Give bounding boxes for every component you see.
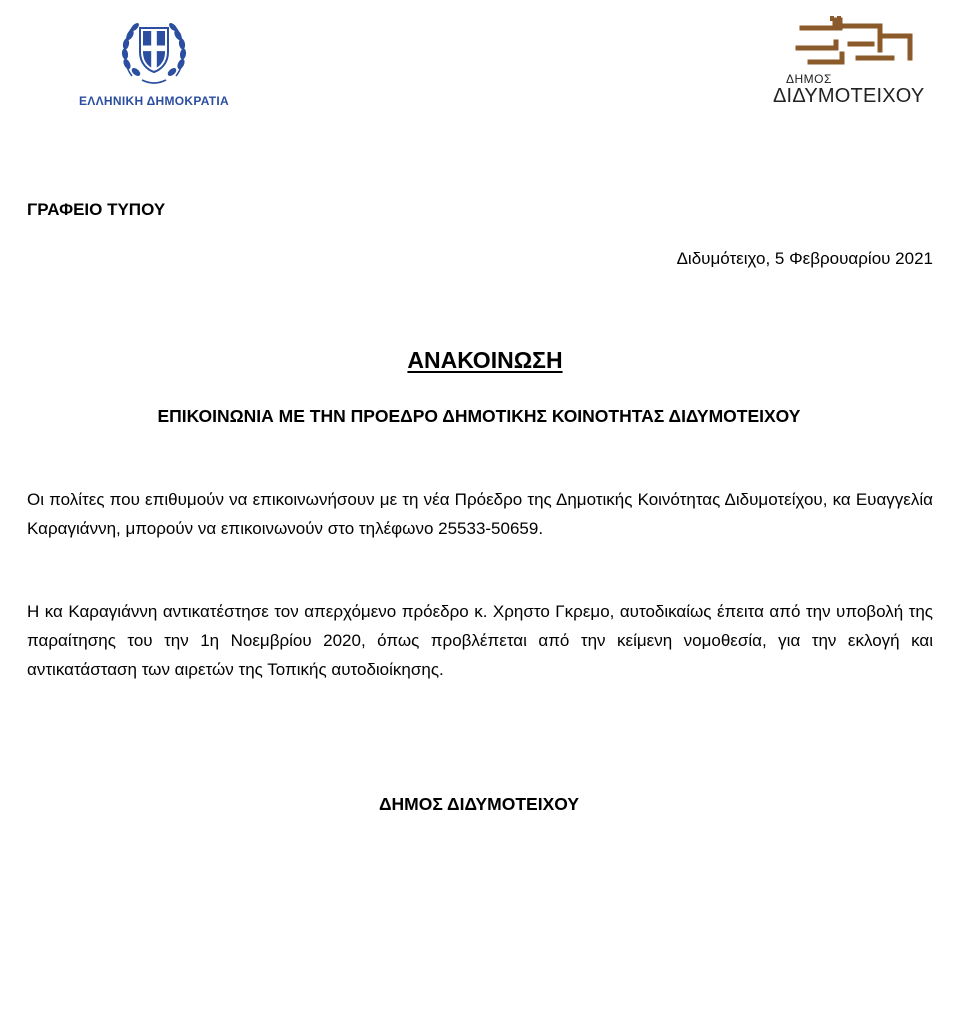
date-line: Διδυμότειχο, 5 Φεβρουαρίου 2021	[676, 249, 933, 268]
announcement-title: ΑΝΑΚΟΙΝΩΣΗ	[407, 347, 563, 373]
municipality-castle-logo-icon	[780, 14, 930, 74]
announcement-subtitle: ΕΠΙΚΟΙΝΩΝΙΑ ΜΕ ΤΗΝ ΠΡΟΕΔΡΟ ΔΗΜΟΤΙΚΗΣ ΚΟΙΝΟΤΗΤΑΣ ΔΙΔΥΜΟΤΕΙΧΟΥ	[157, 406, 801, 426]
press-office-heading: ΓΡΑΦΕΙΟ ΤΥΠΟΥ	[27, 200, 166, 219]
hellenic-republic-caption: ΕΛΛΗΝΙΚΗ ΔΗΜΟΚΡΑΤΙΑ	[79, 94, 229, 108]
signature: ΔΗΜΟΣ ΔΙΔΥΜΟΤΕΙΧΟΥ	[378, 794, 580, 814]
municipality-logo-label-large: ΔΙΔΥΜΟΤΕΙΧΟΥ	[773, 85, 925, 107]
announcement-title-wrapper	[0, 347, 970, 374]
greek-coat-of-arms-icon	[118, 14, 190, 88]
municipality-logo	[770, 14, 948, 114]
municipality-logo-label-small: ΔΗΜΟΣ	[786, 72, 832, 86]
hellenic-republic-logo	[78, 14, 230, 108]
body-paragraph-2: Η κα Καραγιάννη αντικατέστησε τον απερχόμενο πρόεδρο κ. Χρηστο Γκρεμο, αυτοδικαίως έπειτα από την υποβολή της παραίτησης του την 1η Νοεμβρίου 2020, όπως προβλέπεται από την κείμενη νομοθεσία, για την εκλογή και αντικατάσταση των αιρετών της Τοπικής αυτοδιοίκησης.	[27, 602, 933, 679]
body-paragraph-1: Οι πολίτες που επιθυμούν να επικοινωνήσουν με τη νέα Πρόεδρο της Δημοτικής Κοινότητας Διδυμοτείχου, κα Ευαγγελία Καραγιάννη, μπορούν να επικοινωνούν στο τηλέφωνο 25533-50659.	[27, 490, 933, 538]
